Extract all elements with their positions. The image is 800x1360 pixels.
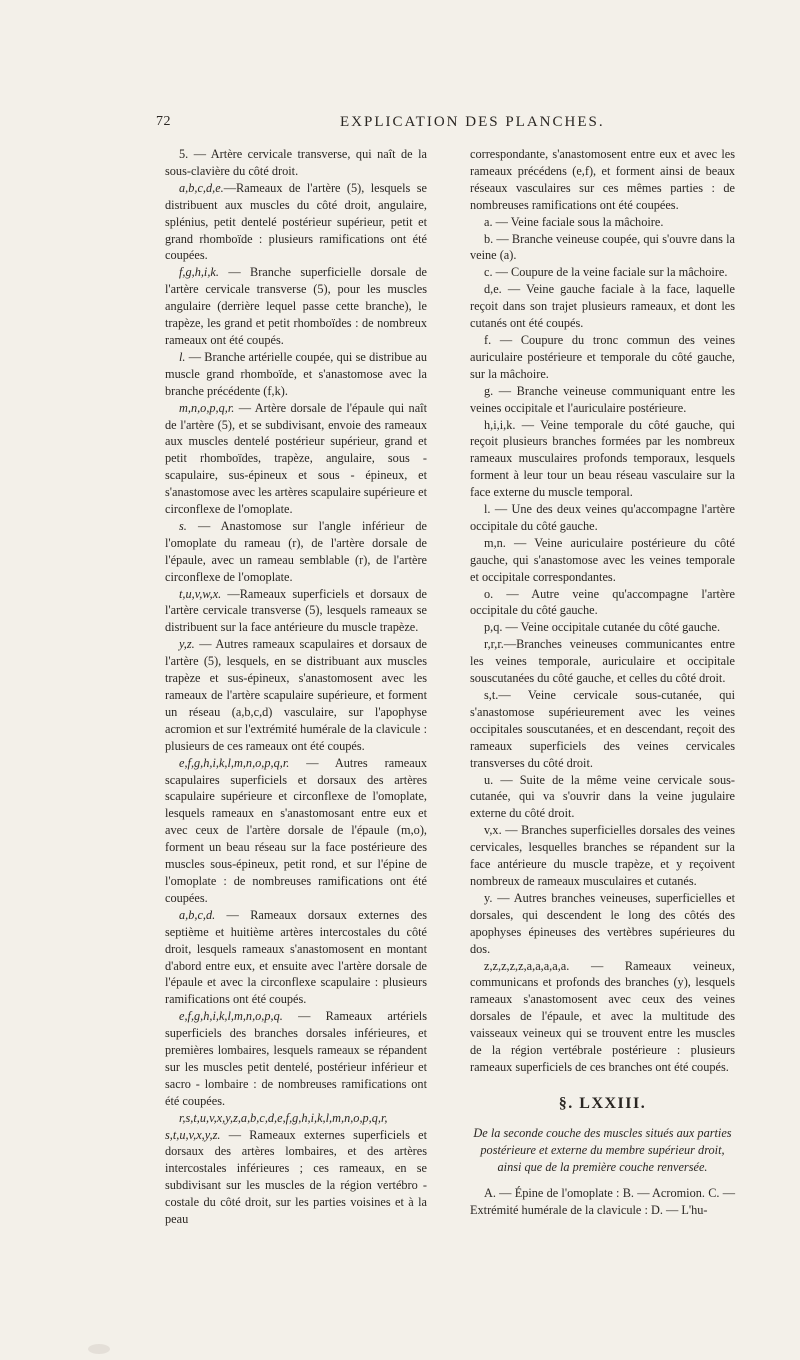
page-smudge — [88, 1344, 110, 1354]
paragraph: correspondante, s'anastomosent entre eux et avec les rameaux précédens (e,f), et forment ainsi de beaux réseaux vasculaires sur ces mêmes parties : de nombreuses ramifications ont été coupées. — [470, 147, 735, 212]
paragraph: p,q. — Veine occipitale cutanée du côté gauche. — [484, 620, 721, 635]
paragraph: g. — Branche veineuse communiquant entre les veines occipitale et l'auriculaire postérieure. — [470, 383, 735, 415]
section-heading: §. LXXIII. — [558, 1094, 647, 1112]
paragraph: y,z. — Autres rameaux scapulaires et dorsaux de l'artère (5), lesquels, en se distribuant aux muscles trapèze et sus-épineux, s'anastomosent avec les rameaux de l'artère scapulaire supérieure, et forment un réseau (a,b,c,d) vasculaire, sur l'apophyse acromion et sur l'extrémité humérale de la clavicule : plusieurs de ces rameaux ont été coupés. — [165, 637, 427, 753]
paragraph: s. — Anastomose sur l'angle inférieur de l'omoplate du rameau (r), de l'artère dorsale de l'épaule, avec un rameau semblable (r), de l'artère circonflexe de l'omoplate. — [165, 518, 427, 584]
paragraph: a,b,c,d. — Rameaux dorsaux externes des septième et huitième artères intercostales du côté droit, lesquels rameaux s'anastomosent en montant d'abord entre eux, et ensuite avec l'artère dorsale de l'épaule et avec la circonflexe scapulaire : plusieurs ramifications ont été coupés. — [165, 907, 427, 1007]
paragraph: v,x. — Branches superficielles dorsales des veines cervicales, lesquelles branches se répandent sur la face antérieure du muscle trapèze, et y reçoivent nombreux de rameaux musculaires et cutanés. — [470, 823, 735, 888]
paragraph: r,r,r.—Branches veineuses communicantes entre les veines temporale, auriculaire et occipitale souscutanées du côté gauche, et celles du côté droit. — [470, 637, 735, 686]
left-column — [165, 146, 427, 1228]
paragraph: y. — Autres branches veineuses, superficielles et dorsales, qui descendent le long des côtés des apophyses épineuses des vertèbres supérieures du dos. — [470, 890, 735, 956]
paragraph: m,n,o,p,q,r. — Artère dorsale de l'épaule qui naît de l'artère (5), et se subdivisant, envoie des rameaux aux muscles dentelé postérieur supérieur, grand et petit rhomboïdes, trapèze, angulaire, sous - scapulaire, sus-épineux et sous - épineux, et s'anastomose avec les artères scapulaire supérieure et circonflexe de l'omoplate. — [165, 400, 427, 517]
paragraph: b. — Branche veineuse coupée, qui s'ouvre dans la veine (a). — [470, 231, 735, 263]
paragraph: f. — Coupure du tronc commun des veines auriculaire postérieure et temporale du côté gauche, sur la mâchoire. — [470, 332, 735, 381]
right-column — [470, 146, 735, 1219]
paragraph: e,f,g,h,i,k,l,m,n,o,p,q,r. — Autres rameaux scapulaires superficiels et dorsaux des artères scapulaire supérieure et circonflexe de l'omoplate, lesquels rameaux en s'anastomosant entre eux et avec ceux de l'artère dorsale de l'épaule (m,o), forment un beau réseau sur la face postérieure des muscles sous-épineux, petit rond, et sur l'épine de l'omoplate : de nombreuses ramifications ont été coupées. — [165, 755, 427, 905]
paragraph: c. — Coupure de la veine faciale sur la mâchoire. — [484, 265, 728, 280]
paragraph: u. — Suite de la même veine cervicale sous-cutanée, qui va s'ouvrir dans la veine jugulaire externe du côté droit. — [470, 772, 735, 821]
page-number: 72 — [156, 114, 171, 129]
paragraph: e,f,g,h,i,k,l,m,n,o,p,q. — Rameaux artériels superficiels des branches dorsales inférieures, et premières lombaires, lesquels rameaux se répandent sur les muscles petit dentelé, postérieur inférieur et sacro - lombaire : de nombreuses ramifications ont été coupées. — [165, 1009, 427, 1108]
paragraph: r,s,t,u,v,x,y,z,a,b,c,d,e,f,g,h,i,k,l,m,n,o,p,q,r, s,t,u,v,x,y,z. — Rameaux externes superficiels et dorsaux des artères lombaires, et des artères intercostales inférieures ; ces rameaux, en se subdivisant sur les muscles de la région vertébro - costale du côté droit, sur les parties voisines et à la peau — [165, 1110, 427, 1227]
paragraph: o. — Autre veine qu'accompagne l'artère occipitale du côté gauche. — [470, 586, 735, 618]
running-head: EXPLICATION DES PLANCHES. — [340, 114, 605, 130]
section-subtitle: De la seconde couche des muscles situés aux parties postérieure et externe du membre supérieur droit, ainsi que de la première couche renversée. — [473, 1125, 732, 1174]
paragraph: a,b,c,d,e.—Rameaux de l'artère (5), lesquels se distribuent aux muscles du côté droit, angulaire, splénius, petit dentelé postérieur supérieur, petit et grand rhomboïde : plusieurs ramifications ont été coupées. — [165, 180, 427, 263]
paragraph: l. — Une des deux veines qu'accompagne l'artère occipitale du côté gauche. — [470, 502, 735, 533]
paragraph: h,i,i,k. — Veine temporale du côté gauche, qui reçoit plusieurs branches formées par les nombreux rameaux musculaires profonds temporaux, lesquels forment à leur tour un beau réseau vasculaire sur la face externe du muscle temporal. — [470, 417, 735, 500]
paragraph: t,u,v,w,x. —Rameaux superficiels et dorsaux de l'artère cervicale transverse (5), lesquels rameaux se distribuent sur la face antérieure du muscle trapèze. — [165, 586, 427, 635]
paragraph: d,e. — Veine gauche faciale à la face, laquelle reçoit dans son trajet plusieurs rameaux, et dont les cutanés ont été coupés. — [470, 282, 735, 331]
paragraph: 5. — Artère cervicale transverse, qui naît de la sous-clavière du côté droit. — [165, 147, 427, 178]
section-text: A. — Épine de l'omoplate : B. — Acromion. C. — Extrémité humérale de la clavicule : D. — L'hu- — [470, 1186, 735, 1218]
paragraph: z,z,z,z,z,a,a,a,a,a. — Rameaux veineux, communicans et profonds des branches (y), lesquels rameaux s'anastomosent avec ceux des veines dorsales de l'épaule, et avec la multitude des vaisseaux veineux qui se trouvent entre les muscles de la région vertébrale postérieure : plusieurs rameaux superficiels de ces branches ont été coupés. — [470, 958, 735, 1074]
paragraph: m,n. — Veine auriculaire postérieure du côté gauche, qui s'anastomose avec les veines temporale et occipitale correspondantes. — [470, 535, 735, 584]
paragraph: f,g,h,i,k. — Branche superficielle dorsale de l'artère cervicale transverse (5), pour les muscles angulaire (derrière lequel passe cette branche), le trapèze, les grand et petit rhomboïdes : de nombreux rameaux ont été coupés. — [165, 265, 427, 347]
paragraph: a. — Veine faciale sous la mâchoire. — [484, 214, 664, 229]
paragraph: l. — Branche artérielle coupée, qui se distribue au muscle grand rhomboïde, et s'anastomose avec la branche précédente (f,k). — [165, 349, 427, 398]
paragraph: s,t.— Veine cervicale sous-cutanée, qui s'anastomose supérieurement avec les veines occipitales souscutanées, et en descendant, reçoit des rameaux superficiels des veines cervicales transverses du côté droit. — [470, 688, 735, 770]
